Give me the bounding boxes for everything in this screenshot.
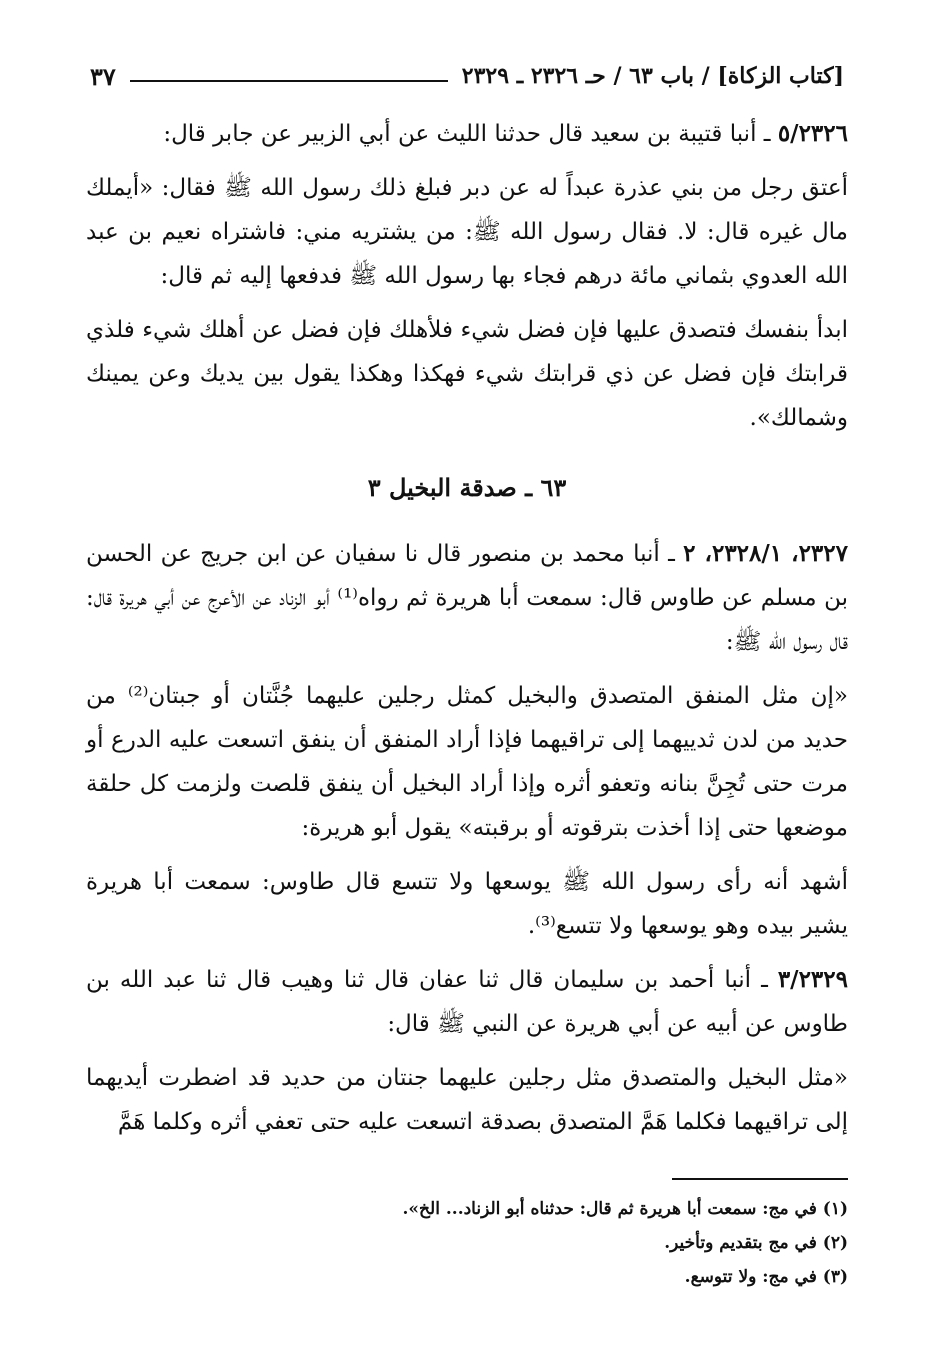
hadith-2326-text-1: أعتق رجل من بني عذرة عبداً له عن دبر فبلغ ذلك رسول الله ﷺ فقال: «أيملك مال غيره قال: لا. فقال رسول الله ﷺ: من يشتريه مني: فاشتراه نعيم بن عبد الله العدوي بثماني مائة درهم فجاء بها رسول الله ﷺ فدفعها إليه ثم قال: — [86, 175, 848, 289]
hadith-2327-text-2: أشهد أنه رأى رسول الله ﷺ يوسعها ولا تتسع قال طاوس: سمعت أبا هريرة يشير بيده وهو يوسعها ولا تتسع⁽³⁾. — [86, 869, 848, 939]
hadith-2326-isnad — [86, 112, 848, 156]
isnad-text: ـ أنبا أحمد بن سليمان قال ثنا عفان قال ثنا وهيب قال ثنا عبد الله بن طاوس عن أبيه عن أبي هريرة عن النبي ﷺ قال: — [86, 967, 848, 1037]
page-number: ٣٧ — [90, 61, 116, 91]
section-heading: ٦٣ ـ صدقة البخيل ٣ — [367, 473, 567, 502]
hadith-2326-text-2: ابدأ بنفسك فتصدق عليها فإن فضل شيء فلأهلك فإن فضل عن أهلك شيء فلذي قرابتك فإن فضل عن ذي قرابتك شيء فهكذا وهكذا يقول بين يديك وعن يمينك وشمالك». — [86, 317, 848, 431]
hadith-number: ٥/٢٣٢٦ — [777, 120, 848, 147]
footnote-2: (٢) في مج بتقديم وتأخير. — [664, 1233, 848, 1253]
isnad-text: ـ أنبا قتيبة بن سعيد قال حدثنا الليث عن أبي الزبير عن جابر قال: — [163, 121, 778, 147]
header-rule — [130, 80, 448, 82]
footnote-separator — [672, 1178, 848, 1180]
footnotes — [86, 1192, 848, 1294]
hadith-2327-text-1: «إن مثل المنفق المتصدق والبخيل كمثل رجلين عليهما جُنَّتان أو جبتان⁽²⁾ من حديد من لدن ثدييهما إلى تراقيهما فإذا أراد المنفق أن ينفق اتسعت عليه الدرع أو مرت حتى تُجِنَّ بنانه وتعفو أثره وإذا أراد البخيل أن ينفق قلصت ولزمت كل حلقة موضعها حتى إذا أخذت بترقوته أو برقبته» يقول أبو هريرة: — [86, 683, 848, 841]
hadith-2327-isnad — [86, 532, 848, 664]
isnad-text: ـ أنبا محمد بن منصور قال نا سفيان عن ابن جريج عن الحسن بن مسلم عن طاوس قال: سمعت أبا هريرة ثم رواه⁽¹⁾ أبو الزناد عن الأعرج عن أبي هريرة قال: قال رسول الله ﷺ: — [86, 541, 849, 655]
hadith-2329-isnad — [86, 958, 848, 1046]
running-title: [كتاب الزكاة] / باب ٦٣ / حـ ٢٣٢٦ ـ ٢٣٢٩ — [461, 63, 844, 89]
footnote-1: (١) في مج: سمعت أبا هريرة ثم قال: حدثناه أبو الزناد... الخ». — [402, 1199, 848, 1219]
footnote-3: (٣) في مج: ولا تتوسع. — [684, 1267, 848, 1287]
hadith-number: ٣/٢٣٢٩ — [777, 966, 848, 993]
running-header — [90, 56, 844, 96]
hadith-2329-text-1: «مثل البخيل والمتصدق مثل رجلين عليهما جنتان من حديد قد اضطرت أيديهما إلى تراقيهما فكلما هَمَّ المتصدق بصدقة اتسعت عليه حتى تعفي أثره وكلما هَمَّ — [86, 1065, 848, 1135]
main-text — [86, 112, 848, 1154]
hadith-number: ٢٣٢٧، ٢٣٢٨/١، ٢ — [683, 540, 848, 567]
